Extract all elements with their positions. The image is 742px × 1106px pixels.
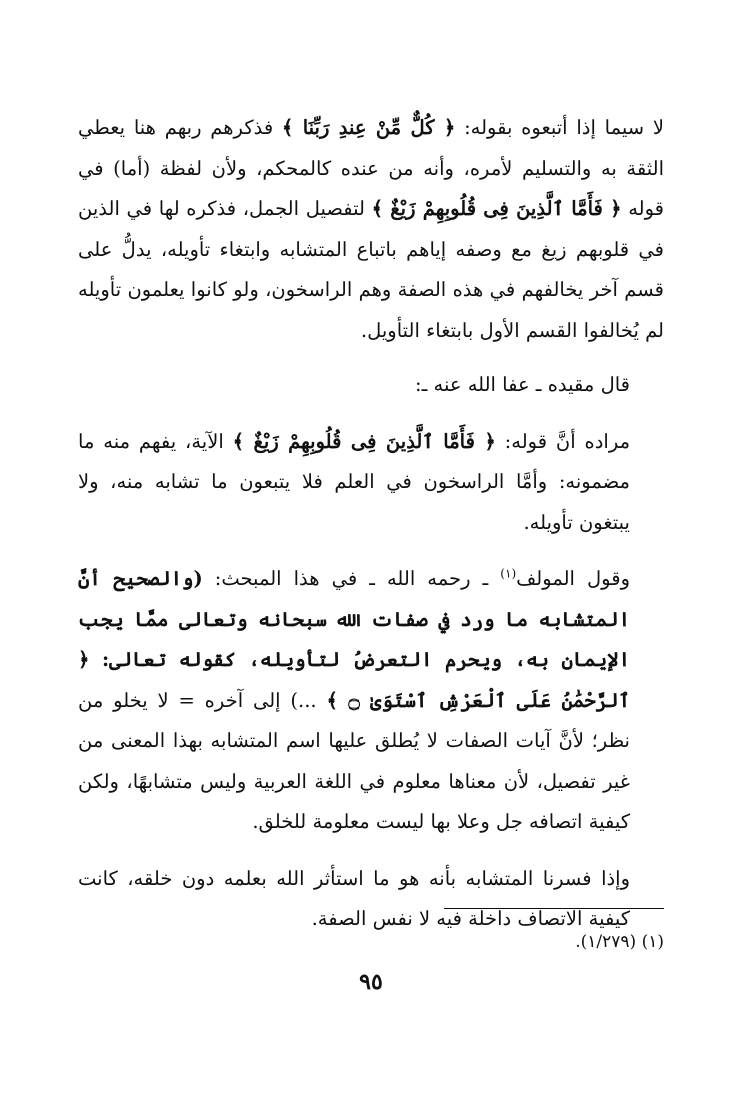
paragraph-1: [78, 108, 664, 351]
quran-verse-2: ﴿ فَأَمَّا ٱلَّذِينَ فِى قُلُوبِهِمْ زَيْغٌ ﴾: [371, 197, 622, 220]
footnote-reference[interactable]: (١): [500, 566, 517, 581]
paragraph-4: [78, 559, 664, 843]
footnote-divider: [444, 908, 664, 909]
paragraph-2: قال مقيده ـ عفا الله عنه ـ:: [415, 373, 630, 396]
p1-text-e: لتفصيل الجمل، فذكره لها في الذين في قلوبهم زيغ مع وصفه إياهم باتباع المتشابه وابتغاء تأويله، يدلُّ على قسم آخر يخالفهم في هذه الصفة وهم الراسخون، ولو كانوا يعلمون تأويله لم يُخالفوا القسم الأول بابتغاء التأويل.: [78, 197, 664, 342]
quran-verse-4: ﴿ ٱلرَّحْمَٰنُ عَلَى ٱلْعَرْشِ ٱسْتَوَىٰ ۝ ﴾: [78, 648, 630, 712]
p4-text-a: وقول المولف: [516, 567, 630, 590]
quran-verse-1: ﴿ كُلٌّ مِّنْ عِندِ رَبِّنَا ﴾: [281, 116, 456, 139]
p4-text-e: ...) إلى آخره = لا يخلو من نظر؛ لأنَّ آيات الصفات لا يُطلق عليها اسم المتشابه بهذا المعنى من غير تفصيل، لأن معناها معلوم في اللغة العربية وليس متشابهًا، ولكن كيفية اتصافه جل وعلا بها ليست معلومة للخلق.: [78, 688, 630, 833]
p1-text-c: فذكرهم ربهم هنا يعطي الثقة به والتسليم لأمره، وأنه من عنده كالمحكم، ولأن لفظة (أما) في قوله: [78, 116, 664, 220]
quoted-statement: (والصحيح أنَّ المتشابه ما ورد في صفات الله سبحانه وتعالى ممَّا يجب الإيمان به، ويحرم التعرضُ لتأويله، كقوله تعالى:: [78, 567, 630, 671]
p3-text-c: الآية، يفهم منه ما مضمونه: وأمَّا الراسخون في العلم فلا يتبعون ما تشابه منه، ولا يبتغون تأويله.: [78, 429, 630, 534]
p1-text-a: لا سيما إذا أتبعوه بقوله:: [455, 116, 664, 139]
paragraph-5: وإذا فسرنا المتشابه بأنه هو ما استأثر الله بعلمه دون خلقه، كانت كيفية الاتصاف داخلة فيه لا نفس الصفة.: [78, 866, 630, 930]
footnote: (١) (١/٢٧٩).: [575, 932, 664, 952]
paragraph-3: [78, 422, 664, 544]
p3-text-a: مراده أنَّ قوله:: [495, 429, 631, 453]
page-body: [78, 108, 664, 940]
page-number: ٩٥: [359, 969, 383, 995]
p4-text-b: ـ رحمه الله ـ في هذا المبحث:: [202, 567, 501, 590]
quran-verse-3: ﴿ فَأَمَّا ٱلَّذِينَ فِى قُلُوبِهِمْ زَيْغٌ ﴾: [232, 429, 496, 453]
